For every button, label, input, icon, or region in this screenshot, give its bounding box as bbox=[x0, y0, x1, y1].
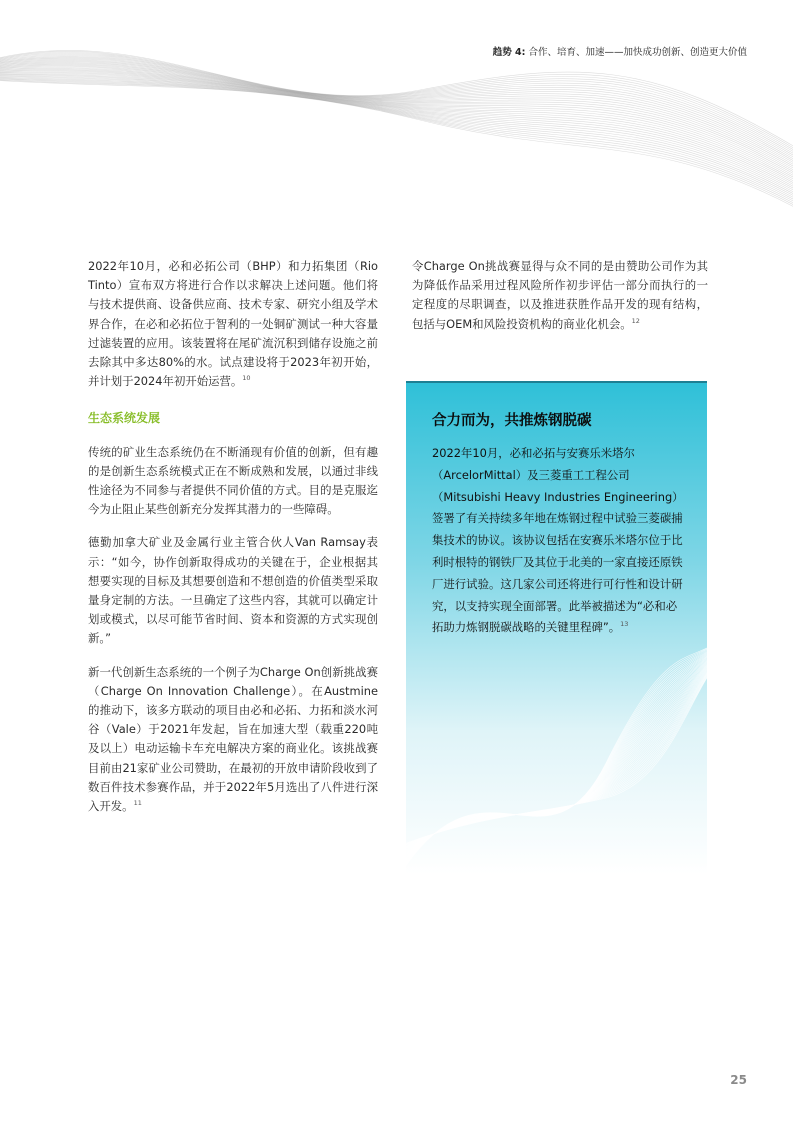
paragraph-quote: 德勤加拿大矿业及金属行业主管合伙人Van Ramsay表示：“如今，协作创新取得成功的关键在于，企业根据其想要实现的目标及其想要创造和不想创造的价值类型采取量身定制的方法。一旦确定了这些内容，其就可以确定计划或模式，以尽可能节省时间、资本和资源的方式实现创新。” bbox=[88, 535, 378, 646]
paragraph-ecosystem: 传统的矿业生态系统仍在不断涌现有价值的创新，但有趣的是创新生态系统模式正在不断成熟和发展，以通过非线性途径为不同参与者提供不同价值的方式。目的是克服迄今为止阻止某些创新充分发挥其潜力的一些障碍。 bbox=[88, 444, 378, 517]
wave-line bbox=[406, 645, 707, 871]
wave-line bbox=[406, 647, 707, 867]
section-heading: 生态系统发展 bbox=[88, 411, 161, 426]
wave-line bbox=[406, 644, 707, 873]
paragraph-charge-on-continued: 令Charge On挑战赛显得与众不同的是由赞助公司作为其为降低作品采用过程风险所作初步评估一部分而执行的一定程度的尽职调查，以及推进获胜作品开发的现有结构，包括与OEM和风险投资机构的商业化机会。$^{12}$ bbox=[412, 259, 708, 331]
wave-line bbox=[406, 648, 707, 867]
sidebar-title: 合力而为，共推炼钢脱碳 bbox=[432, 413, 592, 429]
footnote-ref: 11 bbox=[133, 799, 142, 808]
wave-line bbox=[0, 74, 793, 194]
decorative-wave-sidebar bbox=[406, 620, 707, 895]
wave-line bbox=[406, 644, 707, 871]
footnote-ref: 12 bbox=[631, 316, 640, 325]
decorative-wave-top bbox=[0, 0, 793, 260]
footnote-ref: 10 bbox=[242, 374, 251, 383]
paragraph-charge-on: 新一代创新生态系统的一个例子为Charge On创新挑战赛（Charge On Innovation Challenge）。在Austmine的推动下，该多方联动的项目由必和必拓、力拓和淡水河谷（Vale）于2021年发起，旨在加速大型（载重220吨及以上）电动运输卡车充电解决方案的商业化。该挑战赛目前由21家矿业公司赞助，在最初的开放申请阶段收到了数百件技术参赛作品，并于2022年5月选出了八件进行深入开发。$^{11}$ bbox=[88, 664, 378, 814]
wave-line bbox=[406, 663, 707, 847]
wave-line bbox=[0, 69, 793, 184]
trend-label: 趋势 4: bbox=[492, 47, 526, 58]
wave-line bbox=[0, 65, 793, 177]
left-column bbox=[88, 257, 378, 830]
trend-title: 合作、培育、加速——加快成功创新、创造更大价值 bbox=[525, 47, 747, 58]
page-header bbox=[493, 44, 747, 58]
sidebar-body: 2022年10月，必和必拓与安赛乐米塔尔（ArcelorMittal）及三菱重工工程公司（Mitsubishi Heavy Industries Engineering）签署了有关持续多年地在炼钢过程中试验三菱碳捕集技术的协议。该协议包括在安赛乐米塔尔位于比利时根特的钢铁厂及其位于北美的一家直接还原铁厂进行试验。这几家公司还将进行可行性和设计研究，以支持实现全面部署。此举被描述为“必和必拓助力炼钢脱碳战略的关键里程碑”。$^{13}$ bbox=[432, 446, 684, 635]
wave-line bbox=[406, 662, 707, 847]
wave-line bbox=[406, 648, 707, 865]
wave-line bbox=[406, 662, 707, 849]
sidebar-box bbox=[406, 381, 707, 895]
paragraph-bhp-rio-tinto: 2022年10月，必和必拓公司（BHP）和力拓集团（Rio Tinto）宣布双方将进行合作以求解决上述问题。他们将与技术提供商、设备供应商、技术专家、研究小组及学术界合作，在必和必拓位于智利的一处铜矿测试一种大容量过滤装置的应用。该装置将在尾矿流沉积到储存设施之前去除其中多达80%的水。试点建设将于2023年初开始，并计划于2024年初开始运营。$^{10}$ bbox=[88, 259, 378, 389]
page-number: 25 bbox=[730, 1073, 747, 1087]
wave-line bbox=[0, 78, 793, 203]
wave-line bbox=[0, 72, 793, 190]
right-column bbox=[412, 257, 708, 348]
footnote-ref: 13 bbox=[620, 620, 629, 629]
